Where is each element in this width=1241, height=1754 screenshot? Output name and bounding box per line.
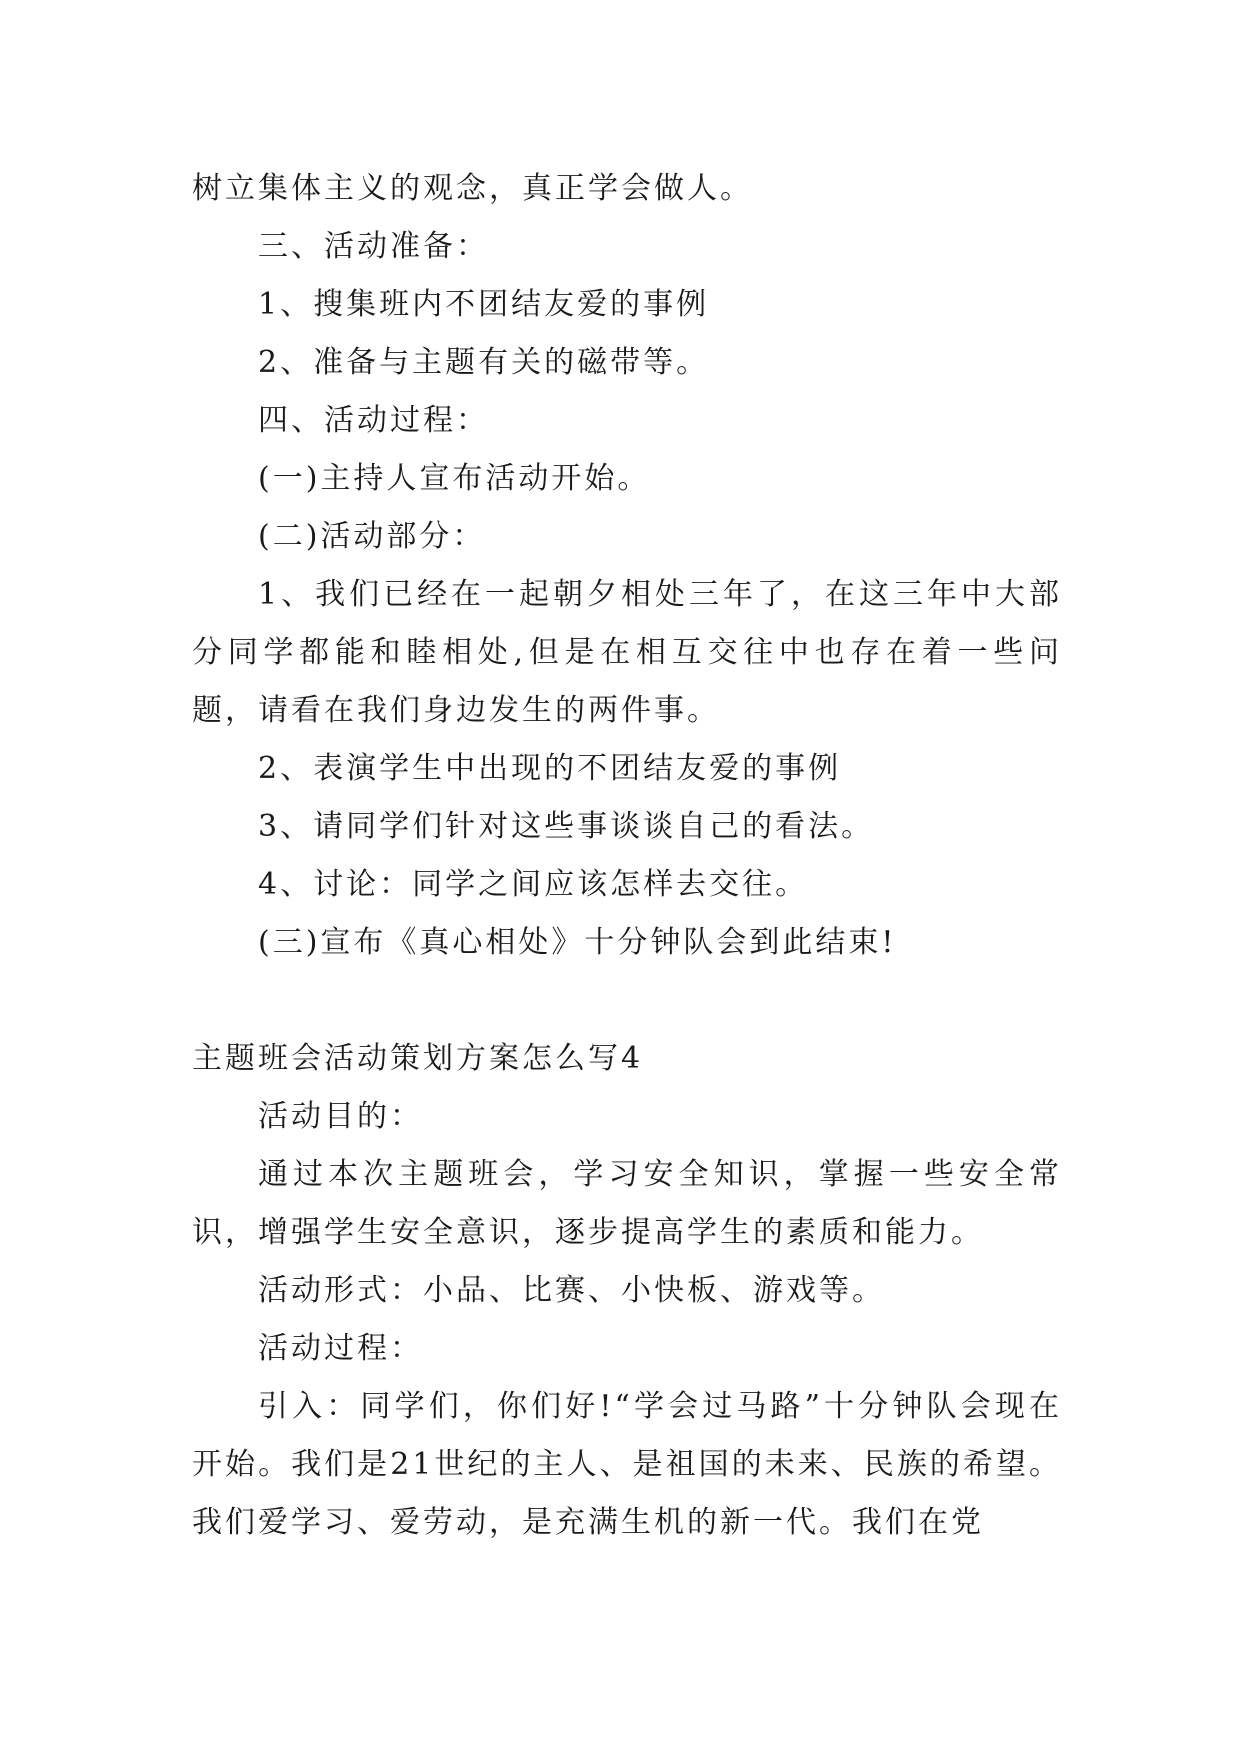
- section-spacer: [192, 972, 1062, 1030]
- paragraph-heading-preparation: 三、活动准备：: [258, 229, 489, 264]
- paragraph-activity-item-4: 4、讨论：同学之间应该怎样去交往。: [258, 867, 809, 902]
- paragraph-activity-item-2: 2、表演学生中出现的不团结友爱的事例: [258, 751, 842, 786]
- document-body: [192, 160, 1062, 1552]
- paragraph-process-step-3: (三)宣布《真心相处》十分钟队会到此结束!: [258, 925, 897, 960]
- paragraph-prep-item-2: 2、准备与主题有关的磁带等。: [258, 345, 710, 380]
- paragraph-introduction: 引入：同学们，你们好!“学会过马路”十分钟队会现在开始。我们是21世纪的主人、是祖国的未来、民族的希望。我们爱学习、爱劳动，是充满生机的新一代。我们在党: [192, 1389, 1062, 1540]
- section-title: 主题班会活动策划方案怎么写4: [192, 1041, 644, 1076]
- paragraph-activity-item-3: 3、请同学们针对这些事谈谈自己的看法。: [258, 809, 875, 844]
- paragraph-form: 活动形式：小品、比赛、小快板、游戏等。: [258, 1273, 885, 1308]
- paragraph-purpose-body: 通过本次主题班会，学习安全知识，掌握一些安全常识，增强学生安全意识，逐步提高学生的素质和能力。: [192, 1157, 1062, 1250]
- paragraph-process-step-1: (一)主持人宣布活动开始。: [258, 461, 651, 496]
- paragraph-heading-process: 四、活动过程：: [258, 403, 489, 438]
- paragraph-prep-item-1: 1、搜集班内不团结友爱的事例: [258, 287, 710, 322]
- paragraph-purpose-heading: 活动目的：: [258, 1099, 423, 1134]
- paragraph-process-step-2: (二)活动部分：: [258, 519, 486, 554]
- paragraph-activity-item-1: 1、我们已经在一起朝夕相处三年了，在这三年中大部分同学都能和睦相处,但是在相互交往中也存在着一些问题，请看在我们身边发生的两件事。: [192, 577, 1062, 728]
- paragraph-continuation: 树立集体主义的观念，真正学会做人。: [192, 171, 753, 206]
- paragraph-process-heading: 活动过程：: [258, 1331, 423, 1366]
